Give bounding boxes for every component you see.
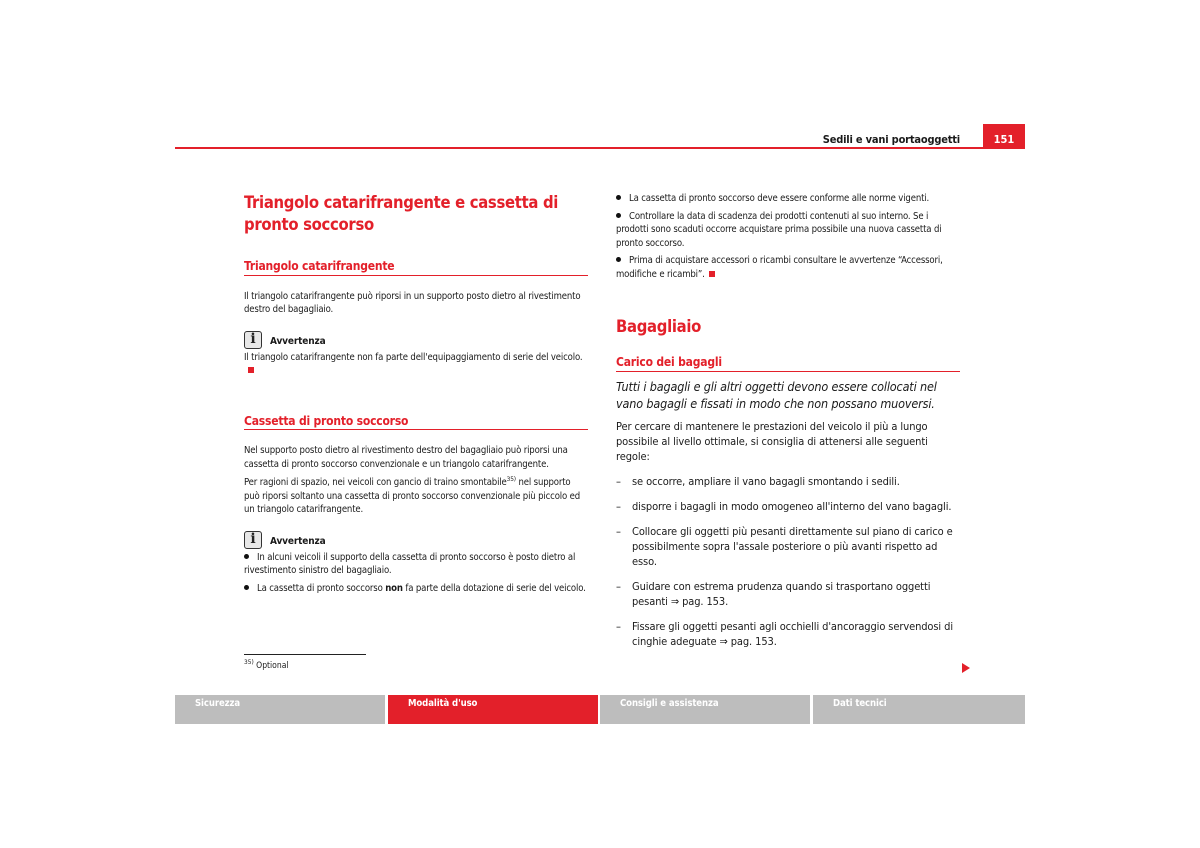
section-title-bagagliaio: Bagagliaio xyxy=(616,317,702,336)
bullet-item: Prima di acquistare accessori o ricambi consultare le avvertenze “Accessori, modifiche e ricambi”. xyxy=(616,255,943,280)
bullet-item: La cassetta di pronto soccorso non fa parte della dotazione di serie del veicolo. xyxy=(244,582,588,596)
list-item-text: Fissare gli oggetti pesanti agli occhielli d'ancoraggio servendosi di cinghie adeguate ⇒ pag. 153. xyxy=(632,619,953,648)
left-column xyxy=(244,192,588,595)
subheading-loading: Carico dei bagagli xyxy=(616,356,960,372)
footnote: $^{35)}$ Optional xyxy=(244,658,289,671)
list-item xyxy=(616,524,960,569)
tab-consigli-e-assistenza[interactable]: Consigli e assistenza xyxy=(600,695,810,724)
page-number: 151 xyxy=(983,124,1025,148)
end-mark-icon xyxy=(709,271,715,277)
bullet-icon xyxy=(244,554,249,559)
list-item-text: disporre i bagagli in modo omogeneo all'interno del vano bagagli. xyxy=(632,499,952,513)
bullet-icon xyxy=(616,213,621,218)
dash-marker: – xyxy=(616,524,621,538)
warning-header xyxy=(244,531,588,549)
list-item xyxy=(616,474,960,489)
warning-text: Il triangolo catarifrangente non fa parte dell'equipaggiamento di serie del veicolo. xyxy=(244,351,588,378)
bullet-icon xyxy=(616,195,621,200)
end-mark-icon xyxy=(248,367,254,373)
list-item-text: Collocare gli oggetti più pesanti direttamente sul piano di carico e possibilmente sopra l'assale posteriore o più avanti rispetto ad esso. xyxy=(632,524,953,568)
dash-marker: – xyxy=(616,474,621,488)
paragraph: Per cercare di mantenere le prestazioni del veicolo il più a lungo possibile al livello ottimale, si consiglia di attenersi alle seguenti regole: xyxy=(616,419,928,463)
subheading-triangle: Triangolo catarifrangente xyxy=(244,260,588,276)
bullet-item: La cassetta di pronto soccorso deve essere conforme alle norme vigenti. xyxy=(616,192,960,206)
header-rule xyxy=(175,147,1025,149)
warning-header xyxy=(244,331,588,349)
footnote-ref: 35) xyxy=(506,475,516,483)
list-item xyxy=(616,499,960,514)
tab-modalita-duso[interactable]: Modalità d'uso xyxy=(388,695,598,724)
info-icon: i xyxy=(244,531,262,549)
bullet-item: In alcuni veicoli il supporto della cassetta di pronto soccorso è posto dietro al rivestimento sinistro del bagagliaio. xyxy=(244,551,576,576)
subheading-first-aid: Cassetta di pronto soccorso xyxy=(244,415,588,431)
paragraph: Nel supporto posto dietro al rivestimento destro del bagagliaio può riporsi una cassetta di pronto soccorso convenzionale e un triangolo catarifrangente. xyxy=(244,445,568,470)
running-header-title: Sedili e vani portaoggetti xyxy=(822,133,960,146)
lead-paragraph: Tutti i bagagli e gli altri oggetti devono essere collocati nel vano bagagli e fissati in modo che non possano muoversi. xyxy=(616,378,937,411)
bullet-item: Controllare la data di scadenza dei prodotti contenuti al suo interno. Se i prodotti sono scaduti occorre acquistare prima possibile una nuova cassetta di pronto soccorso. xyxy=(616,210,942,249)
list-item xyxy=(616,579,960,609)
list-item-text: Guidare con estrema prudenza quando si trasportano oggetti pesanti ⇒ pag. 153. xyxy=(632,579,931,608)
footnote-rule xyxy=(244,654,366,655)
section-title: Triangolo catarifrangente e cassetta di pronto soccorso xyxy=(244,193,559,234)
dash-marker: – xyxy=(616,499,621,513)
dash-marker: – xyxy=(616,579,621,593)
paragraph: Per ragioni di spazio, nei veicoli con gancio di traino smontabile$^{35)}$ nel supporto può riporsi soltanto una cassetta di pronto soccorso convenzionale più piccolo ed un triangolo catarifrangente. xyxy=(244,475,581,515)
dash-list xyxy=(616,474,960,649)
bullet-icon xyxy=(616,257,621,262)
warning-label: Avvertenza xyxy=(270,536,326,547)
list-item xyxy=(616,619,960,649)
paragraph: Il triangolo catarifrangente può riporsi in un supporto posto dietro al rivestimento destro del bagagliaio. xyxy=(244,290,581,315)
dash-marker: – xyxy=(616,619,621,633)
bullet-icon xyxy=(244,585,249,590)
warning-label: Avvertenza xyxy=(270,336,326,347)
list-item-text: se occorre, ampliare il vano bagagli smontando i sedili. xyxy=(632,474,900,488)
tab-sicurezza[interactable]: Sicurezza xyxy=(175,695,385,724)
next-page-arrow-icon xyxy=(962,663,970,673)
tab-dati-tecnici[interactable]: Dati tecnici xyxy=(813,695,1025,724)
info-icon: i xyxy=(244,331,262,349)
right-column xyxy=(616,192,960,649)
